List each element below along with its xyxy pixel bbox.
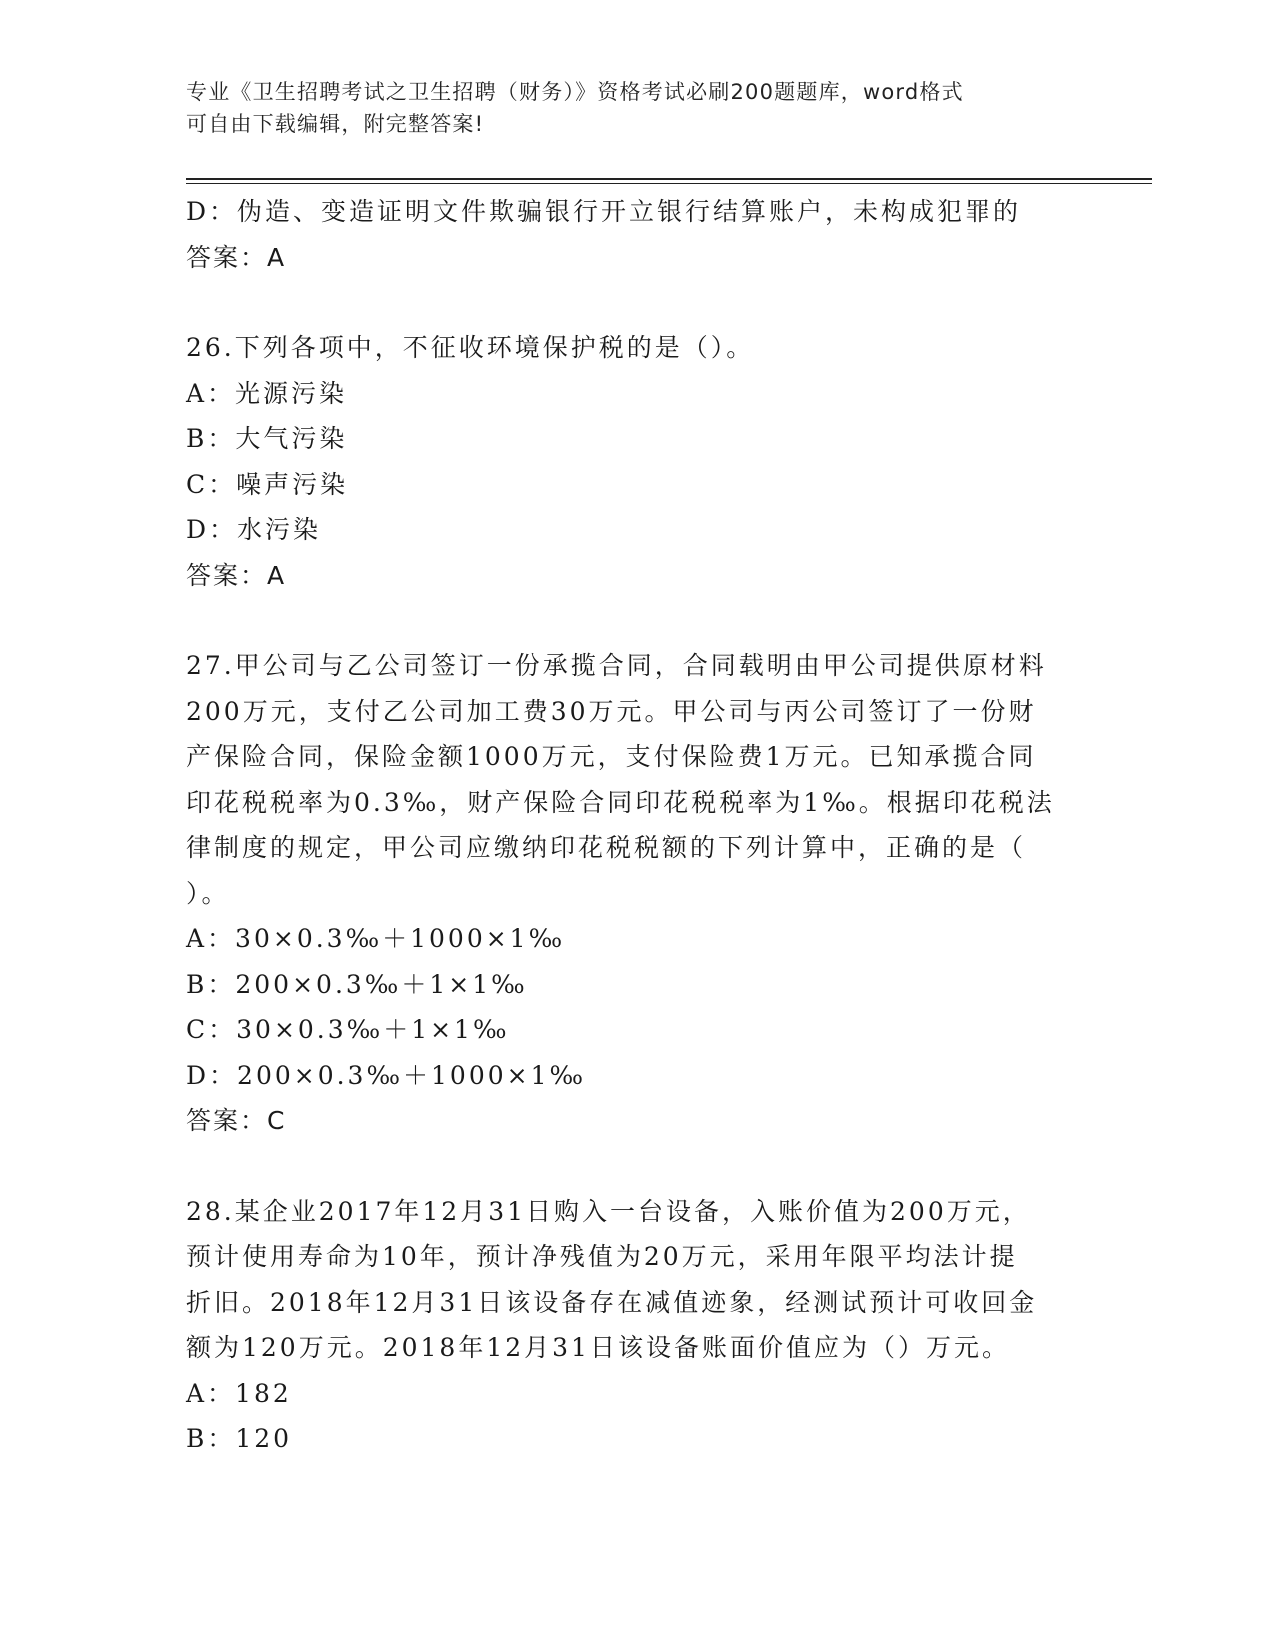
option-b: B：大气污染	[186, 424, 348, 453]
question-text-line: 印花税税率为0.3‰，财产保险合同印花税税率为1‰。根据印花税法	[186, 787, 1055, 817]
option-c: C：噪声污染	[186, 469, 349, 499]
option-b: B：120	[186, 1424, 293, 1453]
question-text-line: 28.某企业2017年12月31日购入一台设备，入账价值为200万元，	[186, 1196, 1031, 1226]
question-text-line: 预计使用寿命为10年，预计净残值为20万元，采用年限平均法计提	[186, 1242, 1018, 1271]
question-25-tail	[186, 189, 1086, 280]
option-d: D：水污染	[186, 515, 322, 544]
question-26	[186, 325, 1086, 598]
question-text-line: 27.甲公司与乙公司签订一份承揽合同，合同载明由甲公司提供原材料	[186, 651, 1047, 680]
answer: 答案：A	[186, 242, 287, 272]
option-d: D：伪造、变造证明文件欺骗银行开立银行结算账户，未构成犯罪的	[186, 197, 1022, 226]
option-a: A：182	[186, 1378, 292, 1408]
question-text-line: 产保险合同，保险金额1000万元，支付保险费1万元。已知承揽合同	[186, 742, 1037, 771]
question-text: 26.下列各项中，不征收环境保护税的是（）。	[186, 333, 755, 362]
option-b: B：200×0.3‰＋1×1‰	[186, 969, 528, 999]
question-28	[186, 1189, 1086, 1462]
question-27	[186, 643, 1086, 1144]
header-divider-thick	[186, 178, 1152, 180]
question-text-line: 折旧。2018年12月31日该设备存在减值迹象，经测试预计可收回金	[186, 1287, 1038, 1317]
document-body	[186, 189, 1086, 1462]
question-text-line: 律制度的规定，甲公司应缴纳印花税税额的下列计算中，正确的是（	[186, 833, 1027, 862]
option-d: D：200×0.3‰＋1000×1‰	[186, 1060, 587, 1090]
document-header	[186, 76, 1086, 140]
answer: 答案：C	[186, 1106, 287, 1135]
header-line-2: 可自由下载编辑，附完整答案!	[186, 112, 485, 136]
header-line-1: 专业《卫生招聘考试之卫生招聘（财务）》资格考试必刷200题题库，word格式	[186, 80, 964, 104]
answer: 答案：A	[186, 560, 287, 590]
question-text-line: 额为120万元。2018年12月31日该设备账面价值应为（）万元。	[186, 1333, 1010, 1362]
option-c: C：30×0.3‰＋1×1‰	[186, 1015, 510, 1044]
question-text-line: ）。	[186, 878, 230, 908]
option-a: A：光源污染	[186, 378, 348, 408]
option-a: A：30×0.3‰＋1000×1‰	[186, 924, 566, 953]
question-text-line: 200万元，支付乙公司加工费30万元。甲公司与丙公司签订了一份财	[186, 696, 1037, 726]
header-divider-thin	[186, 183, 1152, 184]
